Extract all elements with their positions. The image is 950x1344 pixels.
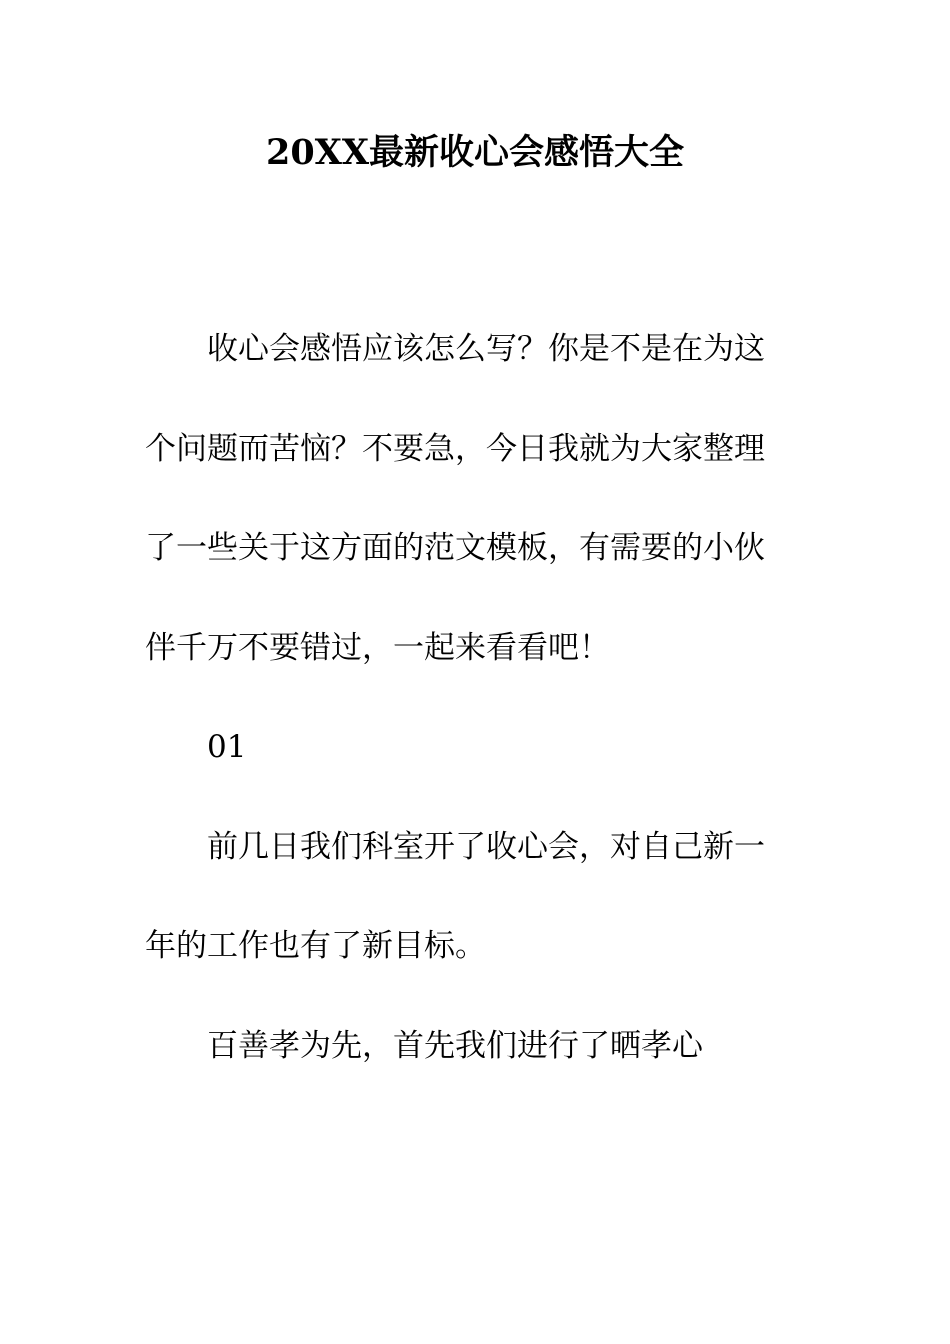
intro-paragraph: 收心会感悟应该怎么写？你是不是在为这个问题而苦恼？不要急，今日我就为大家整理了一些关于这方面的范文模板，有需要的小伙伴千万不要错过，一起来看看吧！ [145, 331, 765, 666]
body-paragraph: 前几日我们科室开了收心会，对自己新一年的工作也有了新目标。 [145, 828, 765, 964]
document-title: 20XX最新收心会感悟大全 [265, 132, 685, 173]
section-number: 01 [207, 729, 247, 765]
body-paragraph: 百善孝为先，首先我们进行了晒孝心 [207, 1027, 703, 1064]
document-body [145, 300, 785, 1096]
